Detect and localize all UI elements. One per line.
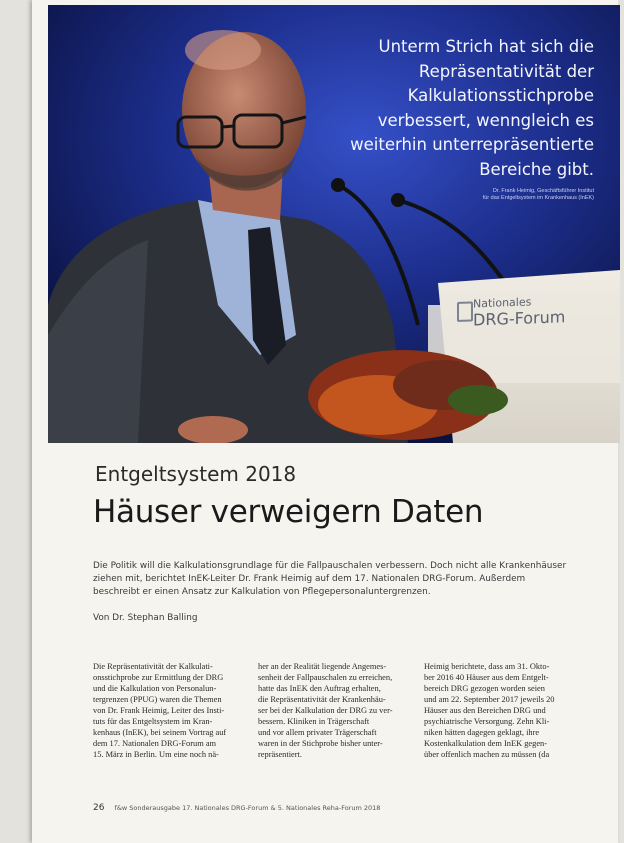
body-line: bereich DRG gezogen worden seien <box>424 683 545 693</box>
quote-line: verbessert, wenngleich es <box>377 110 594 130</box>
body-line: hatte das InEK den Auftrag erhalten, <box>258 683 381 693</box>
article-headline: Häuser verweigern Daten <box>93 494 484 530</box>
body-line: senheit der Fallpauschalen zu erreichen, <box>258 672 393 682</box>
speaker-photo <box>48 5 620 443</box>
body-line: onsstichprobe zur Ermittlung der DRG <box>93 672 224 682</box>
quote-credit-line: für das Entgeltsystem im Krankenhaus (InEK) <box>482 195 594 201</box>
quote-line: Kalkulationsstichprobe <box>407 86 594 105</box>
quote-line: Unterm Strich hat sich die <box>378 37 594 56</box>
body-line: Die Repräsentativität der Kalkulati- <box>93 662 213 671</box>
body-line: tergrenzen (PPUG) waren die Themen <box>93 694 222 704</box>
body-line: Häuser aus den Bereichen DRG und <box>424 705 546 715</box>
body-line: von Dr. Frank Heimig, Leiter des Insti- <box>93 705 225 715</box>
quote-credit <box>354 188 594 202</box>
body-line: Kostenkalkulation dem InEK gegen- <box>424 738 548 748</box>
page-footer <box>93 803 380 813</box>
sign-line-2: DRG-Forum <box>473 307 566 330</box>
pull-quote <box>294 35 594 182</box>
body-line: her an der Realität liegende Angemes- <box>258 662 387 671</box>
podium-sign <box>473 293 613 330</box>
body-line: ber 2016 40 Häuser aus dem Entgelt- <box>424 672 549 682</box>
body-line: 15. März in Berlin. Um eine noch nä- <box>93 749 219 759</box>
quote-credit-line: Dr. Frank Heimig, Geschäftsführer Institut <box>492 188 594 194</box>
body-line: und vor allem privater Trägerschaft <box>258 727 377 737</box>
quote-line: Repräsentativität der <box>418 61 594 81</box>
body-line: dem 17. Nationalen DRG-Forum am <box>93 738 217 748</box>
quote-line: weiterhin unterrepräsentierte <box>350 135 594 154</box>
body-column-1 <box>93 662 240 761</box>
body-line: kenhaus (InEK), bei seinem Vortrag auf <box>93 727 227 737</box>
body-line: und die Kalkulation von Personalun- <box>93 683 217 693</box>
body-line: niken hätten dagegen geklagt, ihre <box>424 727 540 737</box>
body-line: Heimig berichtete, dass am 31. Okto- <box>424 662 550 671</box>
body-line: tuts für das Entgeltsystem im Kran- <box>93 716 213 726</box>
body-line: ser bei der Kalkulation der DRG zu ver- <box>258 705 393 715</box>
article-lead: Die Politik will die Kalkulationsgrundlage für die Fallpauschalen verbessern. Doch nicht alle Krankenhäuser ziehen mit, berichtet InEK-Leiter Dr. Frank Heimig auf dem 17. Nationalen DRG-Forum. Außerdem beschreibt er einen Ansatz zur Kalkulation von Pflegepersonaluntergrenzen. <box>93 561 567 597</box>
body-line: und am 22. September 2017 jeweils 20 <box>424 694 555 704</box>
body-line: bessern. Kliniken in Trägerschaft <box>258 716 370 726</box>
body-line: waren in der Stichprobe bisher unter- <box>258 738 383 748</box>
article-author: Von Dr. Stephan Balling <box>93 613 198 623</box>
body-line: repräsentiert. <box>258 749 302 759</box>
body-line: über offenlich machen zu müssen (da <box>424 749 550 759</box>
sign-line-1: Nationales <box>473 295 532 311</box>
footer-text: f&w Sonderausgabe 17. Nationales DRG-Forum & 5. Nationales Reha-Forum 2018 <box>114 804 381 812</box>
body-line: die Repräsentativität der Krankenhäu- <box>258 694 386 704</box>
sign-logo-icon <box>457 301 473 322</box>
body-column-2 <box>258 662 405 761</box>
page-number: 26 <box>93 803 105 813</box>
body-line: psychiatrische Versorgung. Zehn Kli- <box>424 716 550 726</box>
article-kicker: Entgeltsystem 2018 <box>95 462 297 486</box>
body-column-3 <box>424 662 571 761</box>
quote-line: Bereiche gibt. <box>479 159 594 179</box>
